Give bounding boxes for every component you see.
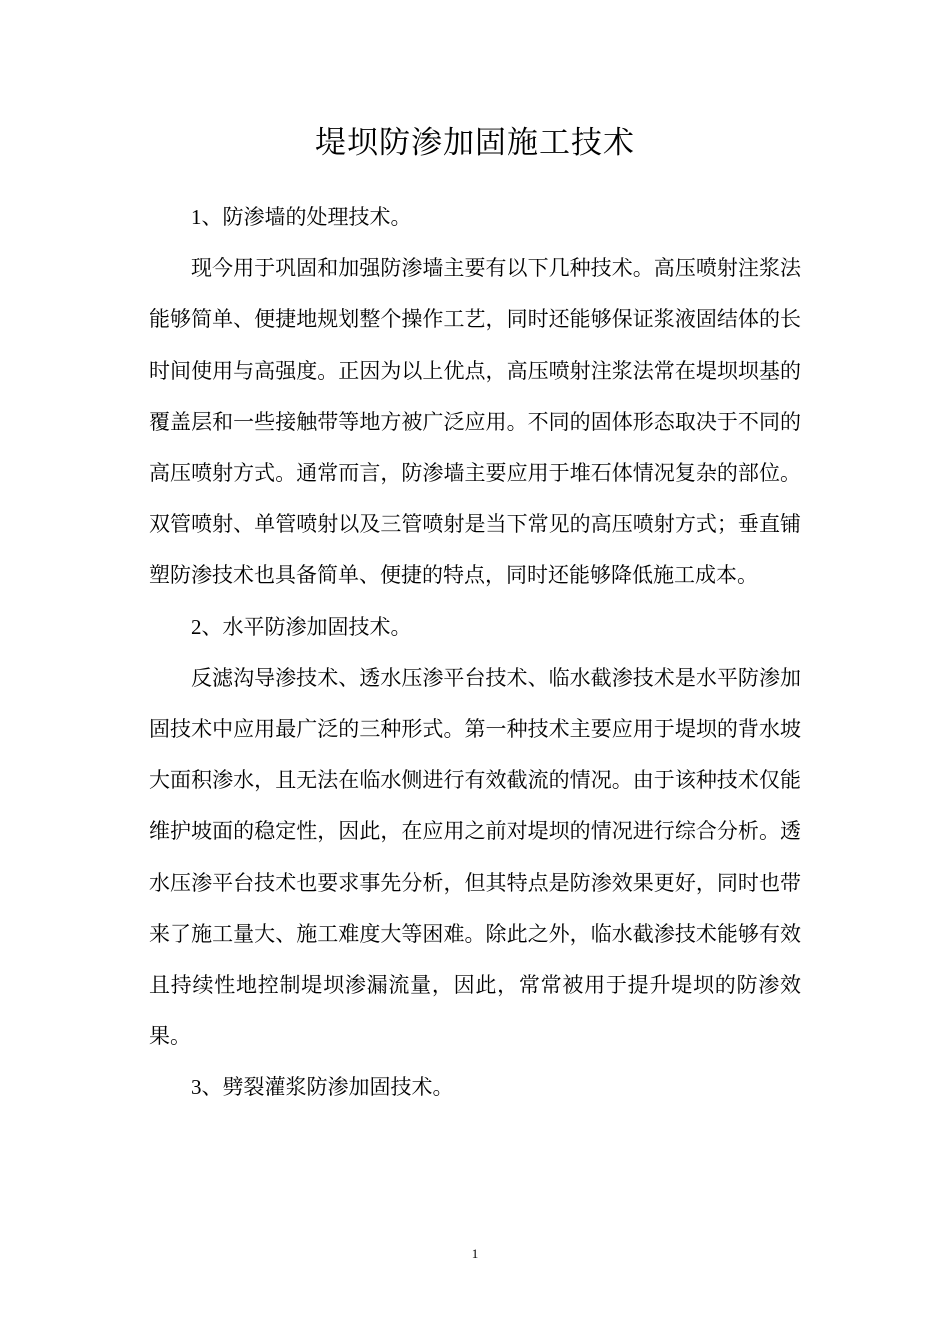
section-paragraph-2: 反滤沟导渗技术、透水压渗平台技术、临水截渗技术是水平防渗加固技术中应用最广泛的三种形式。第一种技术主要应用于堤坝的背水坡大面积渗水，且无法在临水侧进行有效截流的情况。由于该种技术仅能维护坡面的稳定性，因此，在应用之前对堤坝的情况进行综合分析。透水压渗平台技术也要求事先分析，但其特点是防渗效果更好，同时也带来了施工量大、施工难度大等困难。除此之外，临水截渗技术能够有效且持续性地控制堤坝渗漏流量，因此，常常被用于提升堤坝的防渗效果。 (149, 665, 801, 1049)
document-title: 堤坝防渗加固施工技术 (315, 125, 635, 161)
section-heading-text: 、防渗墙的处理技术。 (201, 205, 412, 229)
section-heading-3 (149, 1062, 801, 1113)
section-number: 1 (191, 205, 202, 229)
section-heading-1 (149, 192, 801, 243)
section-paragraph-1: 现今用于巩固和加强防渗墙主要有以下几种技术。高压喷射注浆法能够简单、便捷地规划整个操作工艺，同时还能够保证浆液固结体的长时间使用与高强度。正因为以上优点，高压喷射注浆法常在堤坝坝基的覆盖层和一些接触带等地方被广泛应用。不同的固体形态取决于不同的高压喷射方式。通常而言，防渗墙主要应用于堆石体情况复杂的部位。双管喷射、单管喷射以及三管喷射是当下常见的高压喷射方式；垂直铺塑防渗技术也具备简单、便捷的特点，同时还能够降低施工成本。 (149, 256, 801, 588)
section-number: 3 (191, 1075, 202, 1100)
document-body (149, 192, 801, 1114)
section-heading-text: 、劈裂灌浆防渗加固技术。 (201, 1075, 454, 1100)
section-number: 2 (191, 614, 202, 639)
page-number: 1 (471, 1246, 479, 1261)
section-heading-2 (149, 602, 801, 653)
section-heading-text: 、水平防渗加固技术。 (201, 614, 412, 639)
